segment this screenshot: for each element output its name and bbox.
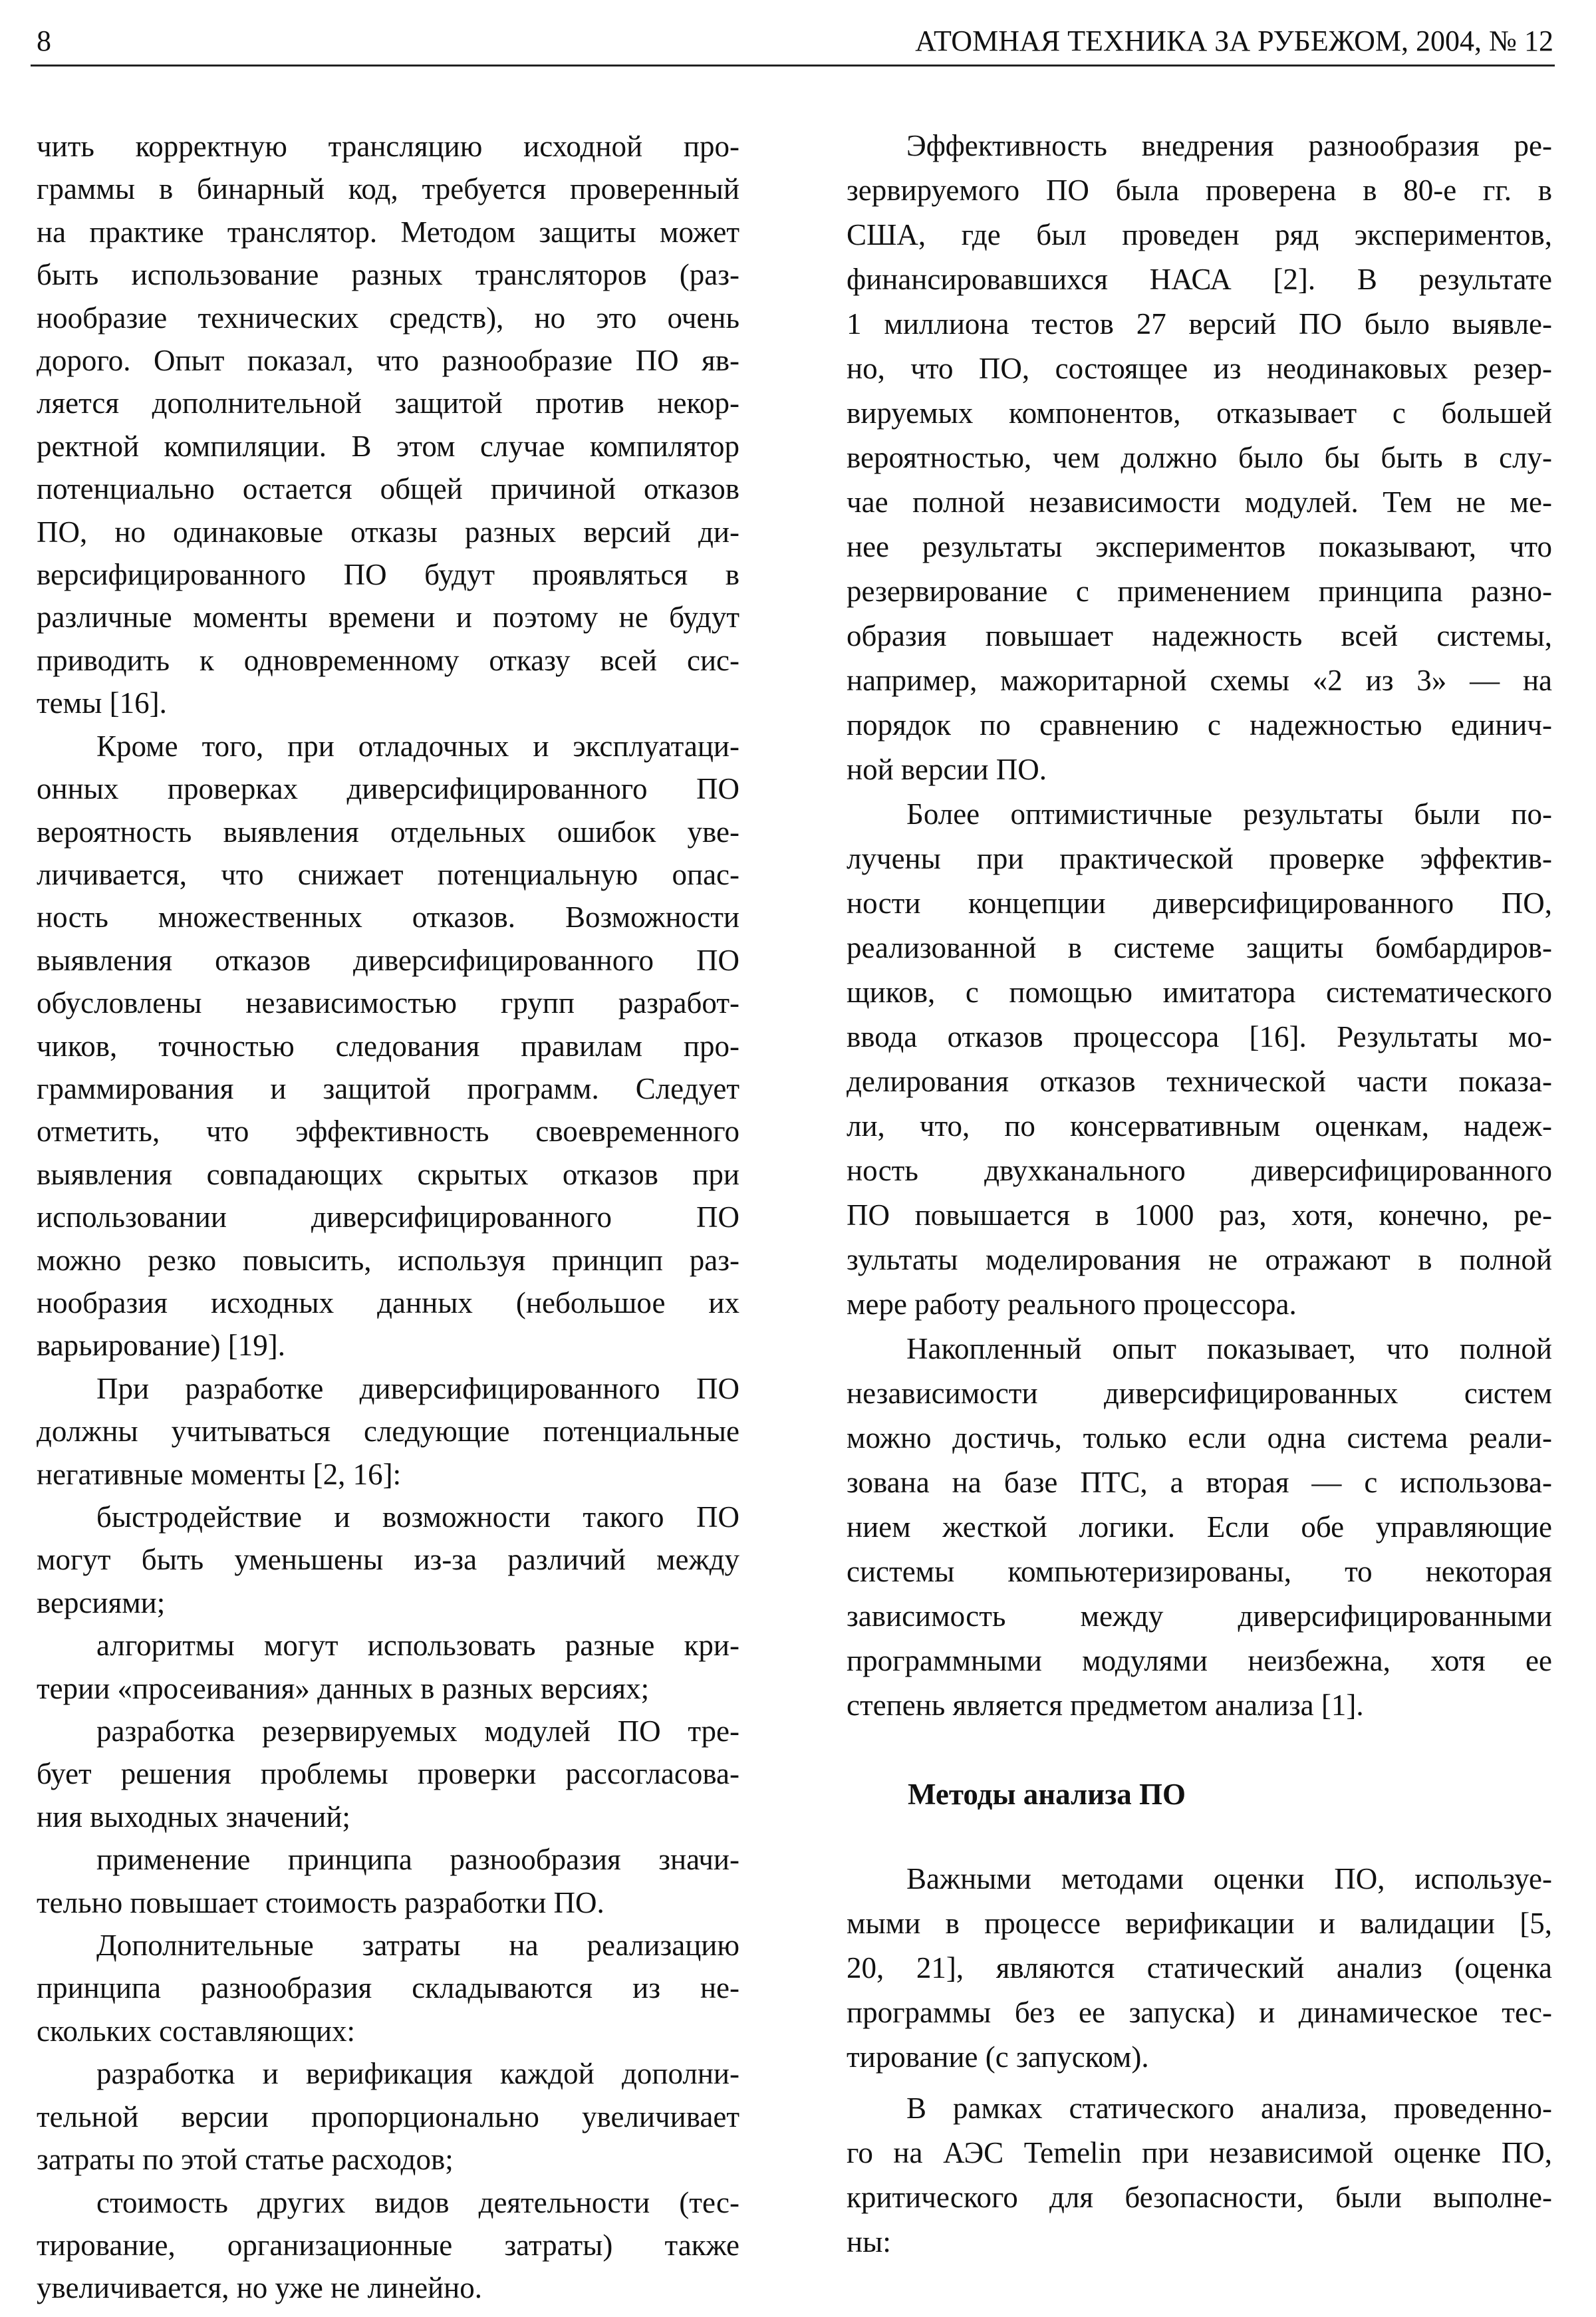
text-line: щиков, с помощью имитатора систематического <box>847 976 1552 1009</box>
text-line: 20, 21], являются статический анализ (оценка <box>847 1951 1552 1984</box>
text-line: разработка и верификация каждой дополни- <box>96 2057 739 2091</box>
text-line: Дополнительные затраты на реализацию <box>96 1929 739 1963</box>
text-line: чить корректную трансляцию исходной про- <box>37 130 739 163</box>
text-line: могут быть уменьшены из-за различий между <box>37 1543 739 1577</box>
running-title: АТОМНАЯ ТЕХНИКА ЗА РУБЕЖОМ, 2004, № 12 <box>915 25 1553 57</box>
text-line: темы [16]. <box>37 686 167 720</box>
text-line: применение принципа разнообразия значи- <box>96 1843 739 1877</box>
text-line: Более оптимистичные результаты были по- <box>906 797 1552 831</box>
text-line: Накопленный опыт показывает, что полной <box>906 1332 1552 1365</box>
text-line: порядок по сравнению с надежностью единич- <box>847 708 1552 742</box>
text-line: затраты по этой статье расходов; <box>37 2143 454 2177</box>
text-line: системы компьютеризированы, то некоторая <box>847 1555 1552 1588</box>
text-line: различные моменты времени и поэтому не будут <box>37 601 739 634</box>
text-line: потенциально остается общей причиной отказов <box>37 472 739 506</box>
text-line: увеличивается, но уже не линейно. <box>37 2271 482 2305</box>
text-line: делирования отказов технической части показа- <box>847 1065 1552 1098</box>
text-line: скольких составляющих: <box>37 2014 356 2048</box>
text-line: вероятность выявления отдельных ошибок уве- <box>37 815 739 849</box>
text-line: использовании диверсифицированного ПО <box>37 1200 739 1234</box>
text-line: Эффективность внедрения разнообразия ре- <box>906 129 1552 162</box>
text-line: тельно повышает стоимость разработки ПО. <box>37 1885 604 1919</box>
text-line: можно достичь, только если одна система реали- <box>847 1421 1552 1454</box>
text-line: тирование, организационные затраты) также <box>37 2228 739 2262</box>
text-line: бует решения проблемы проверки рассогласова- <box>37 1757 739 1791</box>
text-line: нее результаты экспериментов показывают, что <box>847 530 1552 563</box>
text-line: зависимость между диверсифицированными <box>847 1599 1552 1633</box>
right-column <box>847 124 1552 2264</box>
text-line: резервирование с применением принципа разно- <box>847 575 1552 608</box>
text-line: ной версии ПО. <box>847 753 1047 786</box>
text-line: программными модулями неизбежна, хотя ее <box>847 1644 1552 1677</box>
text-line: ния выходных значений; <box>37 1800 350 1834</box>
text-line: ректной компиляции. В этом случае компилятор <box>37 429 739 463</box>
text-line: выявления совпадающих скрытых отказов при <box>37 1157 739 1191</box>
text-line: образия повышает надежность всей системы, <box>847 619 1552 652</box>
text-line: вероятностью, чем должно было бы быть в слу- <box>847 441 1552 474</box>
paragraph <box>847 124 1552 792</box>
text-line: ность двухканального диверсифицированного <box>847 1154 1552 1187</box>
text-line: версиями; <box>37 1585 166 1619</box>
text-line: вируемых компонентов, отказывает с большей <box>847 396 1552 430</box>
text-line: принципа разнообразия складываются из не- <box>37 1971 739 2005</box>
paragraph <box>37 725 739 1367</box>
text-line: мере работу реального процессора. <box>847 1288 1297 1321</box>
text-line: варьирование) [19]. <box>37 1329 285 1363</box>
text-line: программы без ее запуска) и динамическое тес- <box>847 1996 1552 2029</box>
paragraph <box>37 1924 739 2052</box>
text-line: граммирования и защитой программ. Следует <box>37 1071 739 1105</box>
text-line: ность множественных отказов. Возможности <box>37 900 739 934</box>
text-line: ности концепции диверсифицированного ПО, <box>847 886 1552 920</box>
paragraph <box>37 1496 739 1624</box>
header-rule <box>31 65 1555 67</box>
text-line: США, где был проведен ряд экспериментов, <box>847 218 1552 251</box>
text-line: ПО, но одинаковые отказы разных версий ди- <box>37 515 739 549</box>
text-line: нообразия исходных данных (небольшое их <box>37 1286 739 1319</box>
text-line: личивается, что снижает потенциальную опас- <box>37 857 739 891</box>
paragraph <box>37 2181 739 2310</box>
text-line: зервируемого ПО была проверена в 80-е гг. в <box>847 174 1552 207</box>
text-line: обусловлены независимостью групп разработ- <box>37 986 739 1020</box>
text-line: ввода отказов процессора [16]. Результаты мо- <box>847 1020 1552 1053</box>
text-line: Важными методами оценки ПО, используе- <box>906 1862 1552 1895</box>
text-line: например, мажоритарной схемы «2 из 3» — на <box>847 664 1552 697</box>
text-line: финансировавшихся НАСА [2]. В результате <box>847 263 1552 296</box>
text-line: на практике транслятор. Методом защиты может <box>37 215 739 249</box>
text-line: чае полной независимости модулей. Тем не ме- <box>847 485 1552 519</box>
text-line: отметить, что эффективность своевременного <box>37 1115 739 1149</box>
text-line: зультаты моделирования не отражают в полной <box>847 1243 1552 1276</box>
text-line: ляется дополнительной защитой против некор- <box>37 386 739 420</box>
text-line: ПО повышается в 1000 раз, хотя, конечно, ре- <box>847 1198 1552 1232</box>
text-line: независимости диверсифицированных систем <box>847 1377 1552 1410</box>
text-line: нием жесткой логики. Если обе управляющие <box>847 1510 1552 1544</box>
page-number: 8 <box>37 25 51 57</box>
text-line: чиков, точностью следования правилам про- <box>37 1029 739 1063</box>
text-line: мыми в процессе верификации и валидации [5, <box>847 1907 1552 1940</box>
text-line: При разработке диверсифицированного ПО <box>96 1371 739 1405</box>
paragraph <box>847 1857 1552 2080</box>
text-line: тирование (с запуском). <box>847 2040 1149 2074</box>
left-column <box>37 125 739 2310</box>
text-line: критического для безопасности, были выполне- <box>847 2181 1552 2214</box>
text-line: граммы в бинарный код, требуется проверенный <box>37 172 739 206</box>
text-line: ны: <box>847 2225 891 2258</box>
paragraph <box>37 125 739 725</box>
text-line: ли, что, по консервативным оценкам, надеж- <box>847 1109 1552 1143</box>
paragraph <box>37 1710 739 1838</box>
text-line: алгоритмы могут использовать разные кри- <box>96 1629 739 1663</box>
text-line: степень является предметом анализа [1]. <box>847 1689 1364 1722</box>
text-line: выявления отказов диверсифицированного ПО <box>37 943 739 977</box>
paragraph <box>847 1327 1552 1728</box>
text-line: реализованной в системе защиты бомбардиров- <box>847 931 1552 964</box>
text-line: быть использование разных трансляторов (раз- <box>37 258 739 292</box>
text-line: 1 миллиона тестов 27 версий ПО было выявле- <box>847 307 1552 341</box>
text-line: В рамках статического анализа, проведенно- <box>906 2092 1552 2125</box>
text-line: зована на базе ПТС, а вторая — с использова- <box>847 1466 1552 1499</box>
paragraph <box>37 1838 739 1924</box>
text-line: стоимость других видов деятельности (тес- <box>96 2185 739 2219</box>
text-line: быстродействие и возможности такого ПО <box>96 1500 739 1534</box>
paragraph <box>847 2086 1552 2264</box>
text-line: нообразие технических средств), но это очень <box>37 301 739 335</box>
text-line: терии «просеивания» данных в разных версиях; <box>37 1671 650 1705</box>
text-line: тельной версии пропорционально увеличивает <box>37 2100 739 2133</box>
text-line: версифицированного ПО будут проявляться в <box>37 558 739 592</box>
paragraph <box>847 792 1552 1327</box>
text-line: Кроме того, при отладочных и эксплуатаци- <box>96 729 739 763</box>
text-line: лучены при практической проверке эффектив- <box>847 842 1552 875</box>
text-line: дорого. Опыт показал, что разнообразие ПО яв- <box>37 344 739 378</box>
text-line: онных проверках диверсифицированного ПО <box>37 772 739 806</box>
text-line: должны учитываться следующие потенциальные <box>37 1415 739 1448</box>
text-line: разработка резервируемых модулей ПО тре- <box>96 1714 739 1748</box>
paragraph <box>37 2052 739 2181</box>
text-line: приводить к одновременному отказу всей сис- <box>37 643 739 677</box>
paragraph <box>37 1624 739 1710</box>
section-heading: Методы анализа ПО <box>908 1778 1186 1811</box>
text-line: можно резко повысить, используя принцип раз- <box>37 1243 739 1277</box>
text-line: го на АЭС Temelin при независимой оценке ПО, <box>847 2136 1552 2169</box>
text-line: негативные моменты [2, 16]: <box>37 1457 402 1491</box>
text-line: но, что ПО, состоящее из неодинаковых резер- <box>847 352 1552 385</box>
paragraph <box>37 1367 739 1496</box>
